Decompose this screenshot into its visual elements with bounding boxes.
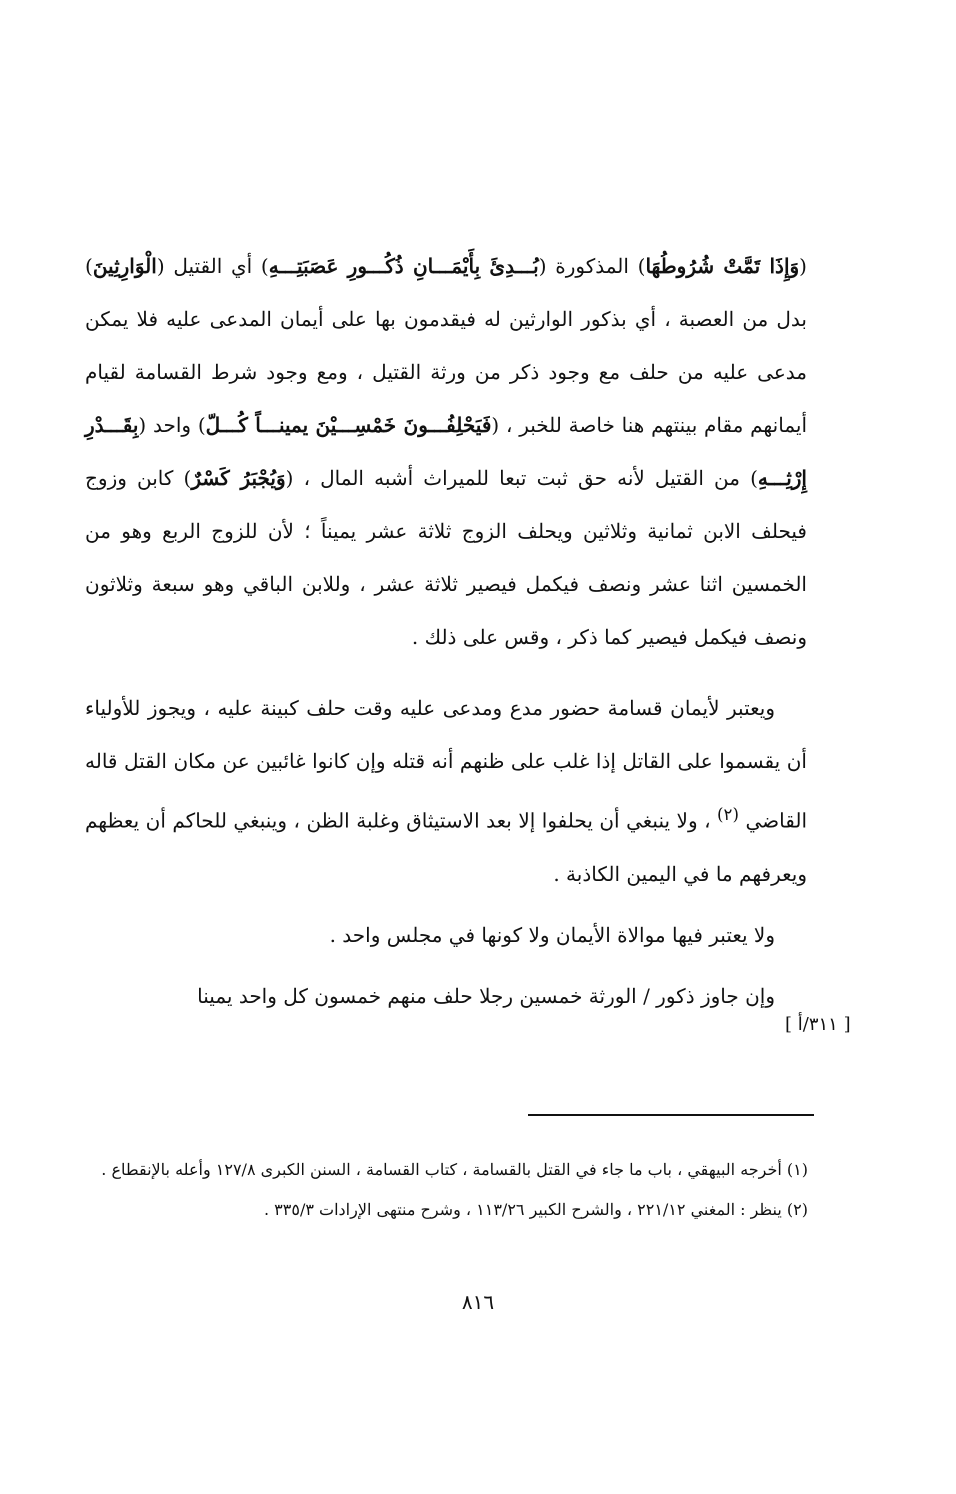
quoted-matn-text: الْوَارِثِينَ	[92, 254, 157, 278]
commentary-text: ويعتبر لأيمان قسامة حضور مدع ومدعى عليه وقت حلف كبينة عليه ، ويجوز للأولياء أن يقسموا على القاتل إذا غلب على ظنهم أنه قتله وإن كانوا غائبين عن مكان القتل قاله القاضي	[85, 696, 808, 833]
paragraph-3	[85, 909, 807, 962]
quoted-matn-text: وَإِذَا تَمَّتْ شُرُوطُهَا	[645, 254, 800, 278]
commentary-text: ) المذكورة (	[538, 254, 646, 278]
paragraph-4	[85, 970, 807, 1023]
footnote-reference: (٢)	[717, 805, 739, 824]
commentary-text: ولا يعتبر فيها موالاة الأيمان ولا كونها في مجلس واحد .	[329, 922, 775, 947]
quoted-matn-text: فَيَحْلِفُـــونَ خَمْسِـــيْنَ يمينـــاً كُـــلّ	[205, 413, 492, 437]
footnote-2: (٢) ينظر : المغني ٢٢١/١٢ ، والشرح الكبير ١١٣/٢٦ ، وشرح منتهى الإرادات ٣٣٥/٣ .	[264, 1200, 808, 1219]
paragraph-2	[85, 682, 807, 901]
footnotes	[78, 1150, 808, 1230]
commentary-text: ) كابن وزوج فيحلف الابن ثمانية وثلاثين ويحلف الزوج ثلاثة عشر يميناً ؛ لأن للزوج الربع وهو من الخمسين اثنا عشر ونصف فيكمل فيصير ثلاثة عشر ، وللابن الباقي وهو سبعة وثلاثون ونصف فيكمل فيصير كما ذكر ، وقس على ذلك .	[85, 466, 807, 649]
manuscript-folio-marker: [ ٣١١/أ ]	[785, 1014, 851, 1035]
quoted-matn-text: وَيُجْبَرُ كَسْرٌ	[191, 466, 286, 490]
commentary-text: ) أي القتيل (	[156, 254, 269, 278]
commentary-text: ) واحد (	[138, 413, 206, 437]
footnote-1: (١) أخرجه البيهقي ، باب ما جاء في القتل بالقسامة ، كتاب القسامة ، السنن الكبرى ١٢٧/٨ وأعله بالإنقطاع .	[101, 1160, 808, 1179]
quoted-matn-text: بِقَـــدْرِ إِرْثِـــهِ	[85, 413, 807, 490]
paragraph-1	[85, 240, 807, 664]
main-text	[85, 240, 807, 1023]
quoted-matn-text: بُـــدِئَ بِأَيْمَـــانِ ذُكُـــورِ عَصَبَتِـــهِ	[268, 254, 539, 278]
commentary-text: ، ولا ينبغي أن يحلفوا إلا بعد الاستيثاق وغلبة الظن ، وينبغي للحاكم أن يعظهم ويعرفهم ما في اليمين الكاذبة .	[85, 808, 807, 886]
commentary-text: وإن جاوز ذكور / الورثة خمسين رجلا حلف منهم خمسون كل واحد يمينا	[197, 983, 775, 1008]
commentary-text: ) من القتيل لأنه حق ثبت تبعا للميراث أشبه المال ، (	[285, 466, 758, 490]
commentary-text: (	[799, 254, 807, 278]
page-number: ٨١٦	[461, 1290, 495, 1314]
commentary-text: ) بدل من العصبة ، أي بذكور الوارثين له فيقدمون بها على أيمان المدعى عليه فلا يمكن مدعى عليه من حلف مع وجود ذكر من ورثة القتيل ، ومع وجود شرط القسامة لقيام أيمانهم مقام بينتهم هنا خاصة للخبر ، (	[85, 254, 808, 437]
footnote-separator	[528, 1114, 814, 1116]
